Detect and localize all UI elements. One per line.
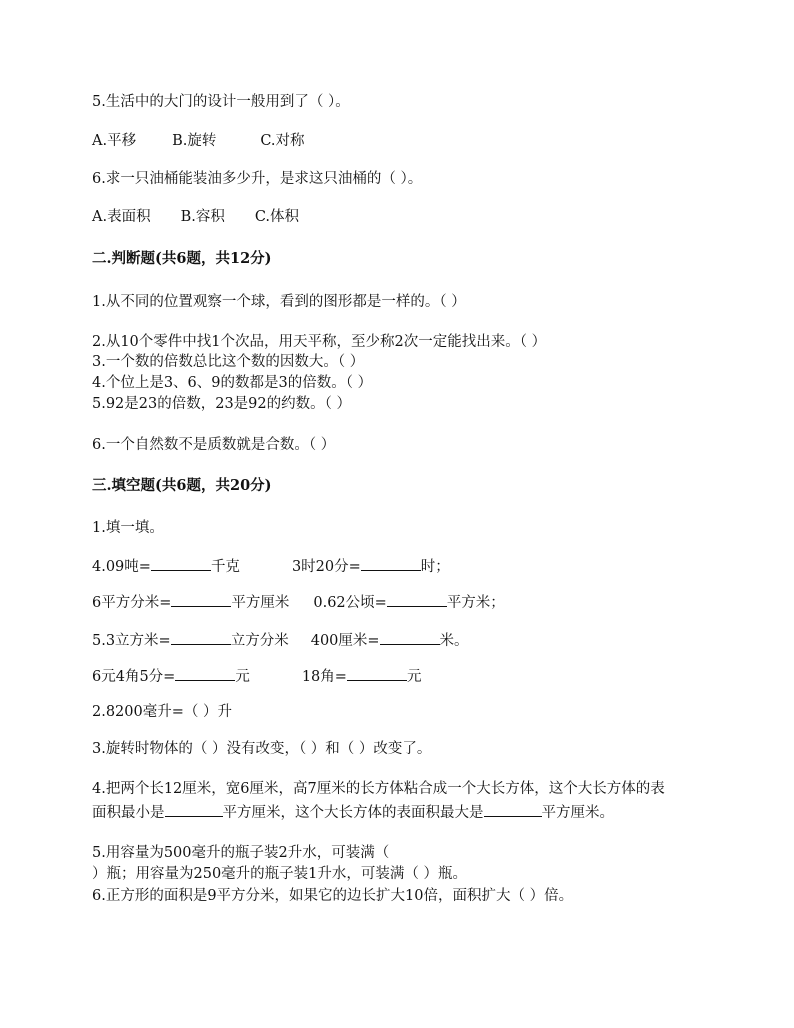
option-b: B.旋转 <box>172 133 217 149</box>
answer-blank <box>171 630 231 645</box>
answer-blank <box>380 630 440 645</box>
fill-q4-line1: 4.把两个长12厘米，宽6厘米，高7厘米的长方体粘合成一个大长方体，这个大长方体的表 <box>92 781 665 797</box>
answer-blank <box>387 592 447 607</box>
answer-blank <box>347 666 407 681</box>
choice-q5-stem: 5.生活中的大门的设计一般用到了（ ）。 <box>92 94 350 110</box>
fill-q1-row4: 6元4角5分= 元 18角= 元 <box>92 666 421 686</box>
option-a: A.平移 <box>92 133 137 149</box>
answer-blank <box>151 556 211 571</box>
option-a: A.表面积 <box>92 209 151 225</box>
option-c: C.体积 <box>254 209 300 225</box>
option-b: B.容积 <box>180 209 225 225</box>
choice-q6-stem: 6.求一只油桶能装油多少升，是求这只油桶的（ ）。 <box>92 171 423 187</box>
fill-q1-row3: 5.3立方米= 立方分米 400厘米= 米。 <box>92 630 469 650</box>
fill-q1-title: 1.填一填。 <box>92 520 164 536</box>
fill-q5-line2: ）瓶；用容量为250毫升的瓶子装1升水，可装满（ ）瓶。 <box>92 866 468 882</box>
option-c: C.对称 <box>260 133 305 149</box>
judge-q1: 1.从不同的位置观察一个球，看到的图形都是一样的。（ ） <box>92 294 466 310</box>
answer-blank <box>165 802 223 817</box>
judge-q4: 4.个位上是3、6、9的数都是3的倍数。（ ） <box>92 375 373 391</box>
answer-blank <box>175 666 235 681</box>
judge-q3: 3.一个数的倍数总比这个数的因数大。（ ） <box>92 354 365 370</box>
answer-blank <box>484 802 542 817</box>
fill-q2: 2.8200毫升=（ ）升 <box>92 704 232 720</box>
fill-q5-line1: 5.用容量为500毫升的瓶子装2升水，可装满（ <box>92 845 390 861</box>
answer-blank <box>361 556 421 571</box>
judge-q2: 2.从10个零件中找1个次品，用天平称，至少称2次一定能找出来。（ ） <box>92 334 547 350</box>
judge-q5: 5.92是23的倍数，23是92的约数。（ ） <box>92 396 351 412</box>
section-heading-fill: 三.填空题(共6题，共20分) <box>92 477 272 494</box>
choice-q5-options <box>92 132 305 150</box>
fill-q3: 3.旋转时物体的（ ）没有改变，（ ）和（ ）改变了。 <box>92 741 432 757</box>
answer-blank <box>171 592 231 607</box>
section-heading-judge: 二.判断题(共6题，共12分) <box>92 250 272 267</box>
fill-q4-line2: 面积最小是 平方厘米，这个大长方体的表面积最大是 平方厘米。 <box>92 802 614 822</box>
fill-q1-row2: 6平方分米= 平方厘米 0.62公顷= 平方米； <box>92 592 505 612</box>
judge-q6: 6.一个自然数不是质数就是合数。（ ） <box>92 437 336 453</box>
fill-q6: 6.正方形的面积是9平方分米，如果它的边长扩大10倍，面积扩大（ ）倍。 <box>92 888 574 904</box>
fill-q1-row1: 4.09吨= 千克 3时20分= 时； <box>92 556 450 576</box>
choice-q6-options <box>92 208 299 226</box>
